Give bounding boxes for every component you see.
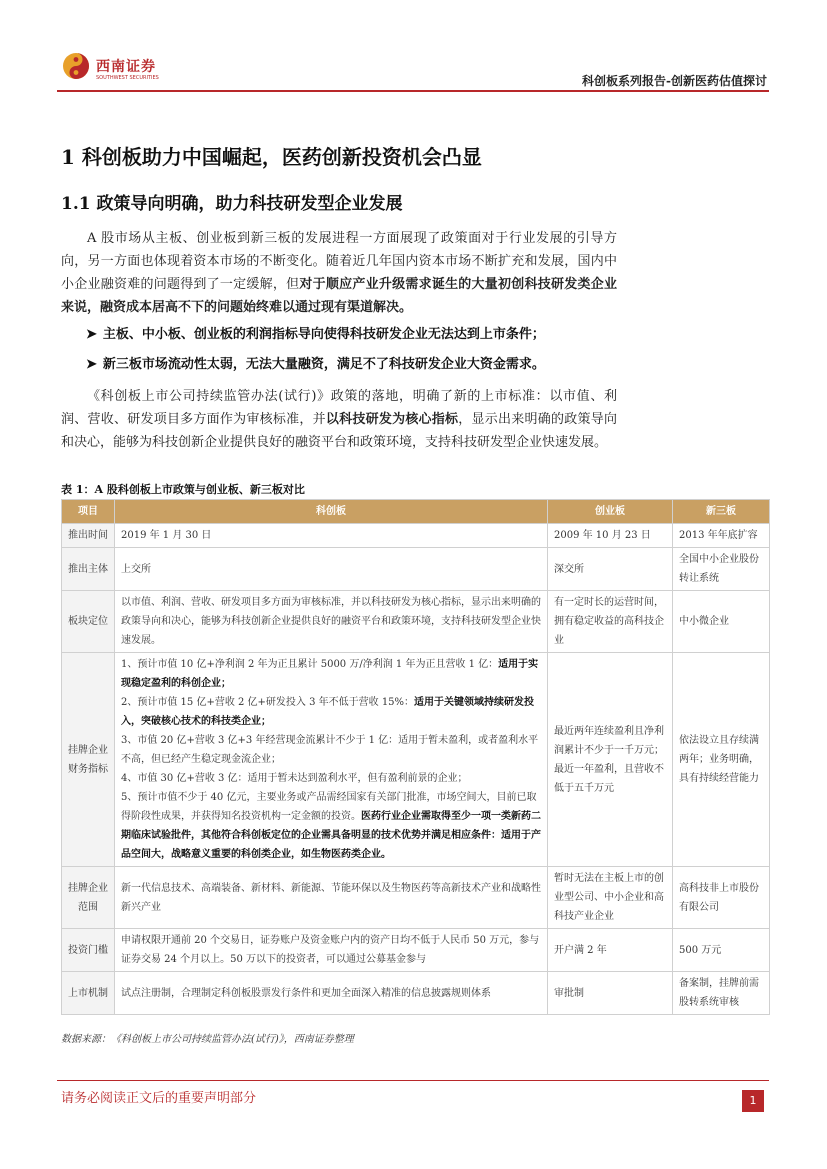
arrow-bullet-icon: ➤ — [86, 327, 97, 342]
criterion-emphasis: 医药行业企业需取得至少一项一类新药二期临床试验批件，其他符合科创板定位的企业需具备明显的技术优势并满足相应条件：适用于产品空间大，战略意义重要的科创类企业，如生物医药类企业。 — [121, 811, 541, 860]
criterion-1 — [121, 655, 541, 693]
logo-text-cn: 西南证券 — [96, 59, 156, 75]
bullet-item — [86, 323, 545, 342]
cell-kcb: 以市值、利润、营收、研发项目多方面为审核标准，并以科技研发为核心指标，显示出来明确的政策导向和决心，能够为科技创新企业提供良好的融资平台和政策环境，支持科技研发型企业快速发展。 — [115, 591, 548, 653]
footer-divider — [57, 1080, 769, 1081]
table-row — [62, 929, 770, 972]
cell-xsb: 高科技非上市股份有限公司 — [673, 867, 770, 929]
cell-cyb: 审批制 — [548, 972, 673, 1015]
cell-kcb: 2019 年 1 月 30 日 — [115, 524, 548, 548]
report-series-title: 科创板系列报告-创新医药估值探讨 — [582, 74, 767, 88]
table-title: 表 1：A 股科创板上市政策与创业板、新三板对比 — [61, 483, 305, 496]
criterion-text: 1、预计市值 10 亿+净利润 2 年为正且累计 5000 万/净利润 1 年为正且营收 1 亿： — [121, 659, 499, 670]
logo-text-en: SOUTHWEST SECURITIES — [96, 75, 159, 81]
cell-xsb: 500 万元 — [673, 929, 770, 972]
criterion-emphasis: 适用于实现稳定盈利的科创企业； — [121, 659, 539, 689]
policy-text-a: 《科创板上市公司持续监管办法(试行)》政策的落地，明确了新的上市标准：以市值、利润、营收、研发项目多方面作为审核标准，并 — [61, 389, 617, 427]
cell-xsb: 中小微企业 — [673, 591, 770, 653]
criterion-4: 4、市值 30 亿+营收 3 亿：适用于暂未达到盈利水平，但有盈利前景的企业； — [121, 773, 468, 784]
cell-kcb: 上交所 — [115, 548, 548, 591]
data-source-note: 数据来源：《科创板上市公司持续监管办法(试行)》，西南证券整理 — [61, 1034, 354, 1045]
table-row — [62, 653, 770, 867]
criterion-text: 5、预计市值不少于 40 亿元，主要业务或产品需经国家有关部门批准，市场空间大，目前已取得阶段性成果，并获得知名投资机构一定金额的投资。 — [121, 792, 537, 822]
col-header-xsb: 新三板 — [673, 500, 770, 524]
cell-cyb: 最近两年连续盈利且净利润累计不少于一千万元；最近一年盈利，且营收不低于五千万元 — [548, 653, 673, 867]
logo-mark-icon — [62, 52, 90, 80]
arrow-bullet-icon: ➤ — [86, 357, 97, 372]
criterion-text: 2、预计市值 15 亿+营收 2 亿+研发投入 3 年不低于营收 15%： — [121, 697, 415, 708]
header-divider — [57, 90, 769, 92]
cell-cyb: 暂时无法在主板上市的创业型公司、中小企业和高科技产业企业 — [548, 867, 673, 929]
cell-kcb: 申请权限开通前 20 个交易日，证券账户及资金账户内的资产日均不低于人民币 50 万元，参与证券交易 24 个月以上。50 万以下的投资者，可以通过公募基金参与 — [115, 929, 548, 972]
intro-text: A 股市场从主板、创业板到新三板的发展进程一方面展现了政策面对于行业发展的引导方向，另一方面也体现着资本市场的不断变化。随着近几年国内资本市场不断扩充和发展，国内中小企业融资难的问题得到了一定缓解，但 — [61, 231, 617, 292]
cell-xsb: 依法设立且存续满两年；业务明确，具有持续经营能力 — [673, 653, 770, 867]
cell-xsb: 备案制，挂牌前需股转系统审核 — [673, 972, 770, 1015]
cell-cyb: 深交所 — [548, 548, 673, 591]
row-label: 推出时间 — [62, 524, 115, 548]
policy-paragraph — [61, 385, 617, 454]
table-header-row — [62, 500, 770, 524]
page-number: 1 — [742, 1090, 764, 1112]
bullet-text: 新三板市场流动性太弱，无法大量融资，满足不了科技研发企业大资金需求。 — [102, 357, 545, 372]
policy-emphasis: 以科技研发为核心指标 — [325, 412, 459, 427]
table-row — [62, 524, 770, 548]
row-label: 上市机制 — [62, 972, 115, 1015]
cell-xsb: 全国中小企业股份转让系统 — [673, 548, 770, 591]
table-row — [62, 867, 770, 929]
policy-text-b: ，显示出来明确的政策导向和决心，能够为科技创新企业提供良好的融资平台和政策环境，支持科技研发型企业快速发展。 — [61, 412, 617, 450]
table-row — [62, 591, 770, 653]
comparison-table — [61, 499, 770, 1015]
criterion-3: 3、市值 20 亿+营收 3 亿+3 年经营现金流累计不少于 1 亿：适用于暂未盈利，或者盈利水平不高，但已经产生稳定现金流企业； — [121, 735, 539, 765]
disclaimer-notice: 请务必阅读正文后的重要声明部分 — [61, 1091, 257, 1106]
row-label: 投资门槛 — [62, 929, 115, 972]
row-label: 板块定位 — [62, 591, 115, 653]
intro-emphasis: 对于顺应产业升级需求诞生的大量初创科技研发类企业来说，融资成本居高不下的问题始终难以通过现有渠道解决。 — [61, 277, 617, 315]
col-header-item: 项目 — [62, 500, 115, 524]
criterion-2 — [121, 693, 541, 731]
col-header-kcb: 科创板 — [115, 500, 548, 524]
criterion-emphasis: 适用于关键领域持续研发投入，突破核心技术的科技类企业； — [121, 697, 535, 727]
cell-kcb: 试点注册制，合理制定科创板股票发行条件和更加全面深入精准的信息披露规则体系 — [115, 972, 548, 1015]
cell-kcb-criteria — [115, 653, 548, 867]
section-heading-1-1: 1.1 政策导向明确，助力科技研发型企业发展 — [61, 194, 403, 214]
intro-paragraph — [61, 227, 617, 319]
row-label: 推出主体 — [62, 548, 115, 591]
col-header-cyb: 创业板 — [548, 500, 673, 524]
cell-cyb: 有一定时长的运营时间，拥有稳定收益的高科技企业 — [548, 591, 673, 653]
section-heading-1: 1 科创板助力中国崛起，医药创新投资机会凸显 — [61, 145, 482, 169]
cell-kcb: 新一代信息技术、高端装备、新材料、新能源、节能环保以及生物医药等高新技术产业和战略性新兴产业 — [115, 867, 548, 929]
cell-xsb: 2013 年年底扩容 — [673, 524, 770, 548]
bullet-item — [86, 353, 545, 372]
bullet-text: 主板、中小板、创业板的利润指标导向使得科技研发企业无法达到上市条件； — [102, 327, 545, 342]
table-row — [62, 972, 770, 1015]
row-label: 挂牌企业范围 — [62, 867, 115, 929]
company-logo — [62, 50, 192, 90]
row-label: 挂牌企业财务指标 — [62, 653, 115, 867]
criterion-5 — [121, 788, 541, 864]
cell-cyb: 开户满 2 年 — [548, 929, 673, 972]
cell-cyb: 2009 年 10 月 23 日 — [548, 524, 673, 548]
table-row — [62, 548, 770, 591]
